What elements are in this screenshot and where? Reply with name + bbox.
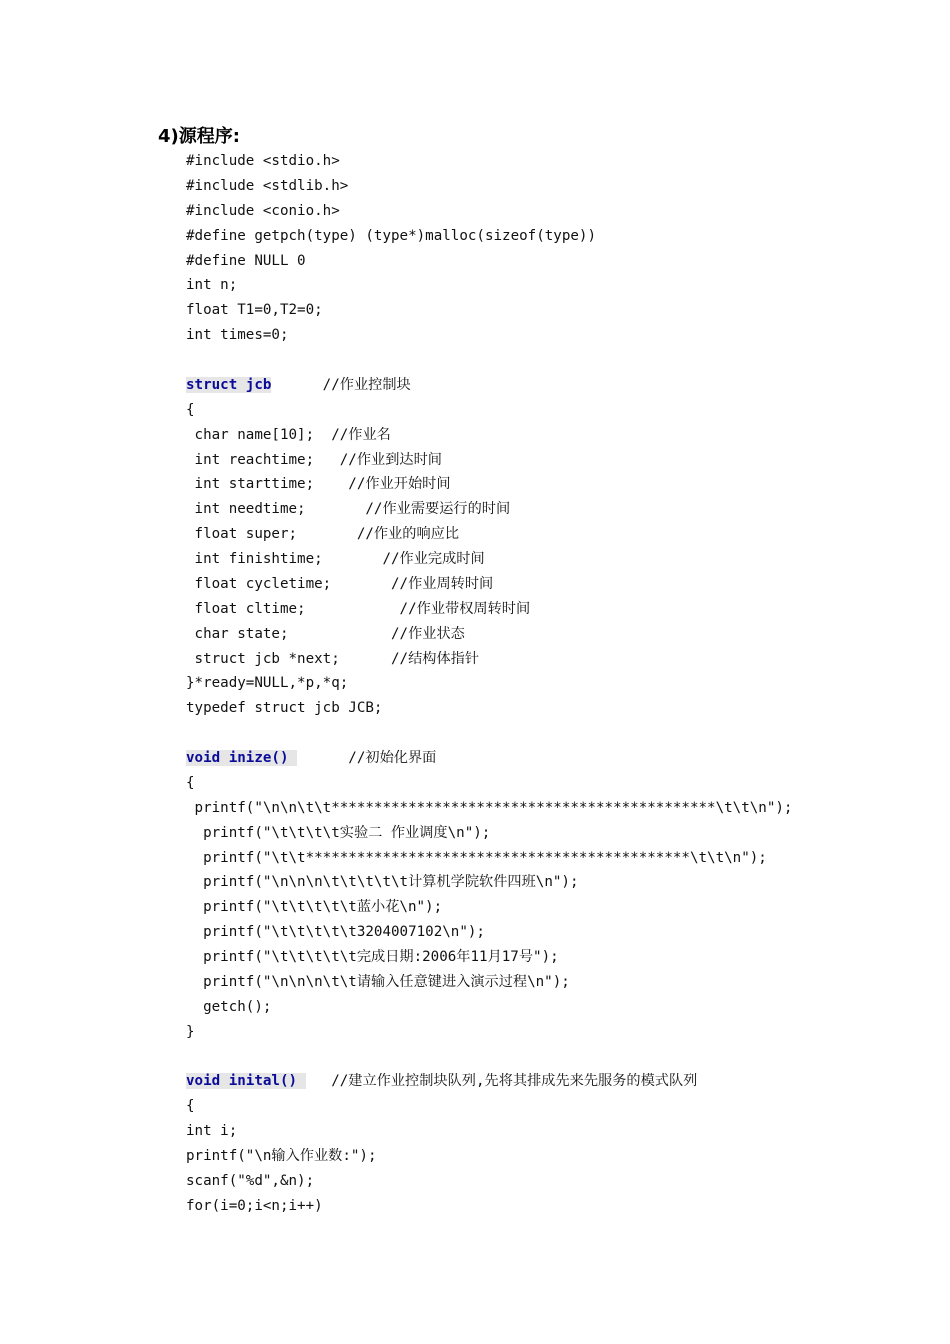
code-text: printf("\t\t\t\t\t蓝小花\n"); bbox=[203, 899, 443, 916]
code-text: for(i=0;i<n;i++) bbox=[186, 1197, 323, 1214]
code-line bbox=[186, 721, 926, 746]
code-indent bbox=[186, 800, 195, 816]
highlighted-declaration: void inital() bbox=[186, 1073, 306, 1090]
code-line bbox=[186, 821, 926, 846]
code-line bbox=[186, 771, 926, 796]
code-indent bbox=[186, 526, 195, 542]
code-text: float T1=0,T2=0; bbox=[186, 302, 323, 319]
code-line bbox=[186, 348, 926, 373]
code-line bbox=[186, 920, 926, 945]
code-indent bbox=[186, 501, 195, 517]
code-line bbox=[186, 1194, 926, 1219]
code-text: struct jcb *next; //结构体指针 bbox=[194, 650, 480, 667]
code-line bbox=[186, 895, 926, 920]
highlighted-declaration: struct jcb bbox=[186, 376, 272, 393]
code-text: char name[10]; //作业名 bbox=[194, 426, 391, 443]
code-text: #include <stdio.h> bbox=[186, 153, 340, 169]
code-text: //建立作业控制块队列,先将其排成先来先服务的模式队列 bbox=[305, 1073, 698, 1090]
code-indent bbox=[186, 427, 195, 443]
code-line bbox=[186, 522, 926, 547]
code-indent bbox=[186, 551, 195, 567]
code-indent bbox=[186, 825, 203, 841]
code-text: } bbox=[186, 1023, 195, 1040]
code-line bbox=[186, 149, 926, 174]
code-text: #define getpch(type) (type*)malloc(sizeof(type)) bbox=[186, 227, 596, 244]
code-text: { bbox=[186, 774, 195, 791]
code-line bbox=[186, 1020, 926, 1045]
code-line bbox=[186, 622, 926, 647]
code-line bbox=[186, 671, 926, 696]
code-text: int reachtime; //作业到达时间 bbox=[194, 451, 442, 468]
code-indent bbox=[186, 974, 203, 990]
source-code-block bbox=[186, 149, 926, 1219]
code-text: printf("\t\t*********************************************\t\t\n"); bbox=[203, 849, 767, 866]
code-line bbox=[186, 298, 926, 323]
code-text: printf("\n\n\n\t\t\t\t\t计算机学院软件四班\n"); bbox=[203, 874, 579, 891]
highlighted-declaration: void inize() bbox=[186, 750, 298, 766]
code-line bbox=[186, 323, 926, 348]
code-line bbox=[186, 995, 926, 1020]
code-text: printf("\n输入作业数:"); bbox=[186, 1148, 377, 1164]
code-line bbox=[186, 796, 926, 821]
code-text: //作业控制块 bbox=[271, 376, 411, 393]
code-line bbox=[186, 647, 926, 672]
code-line bbox=[186, 373, 926, 398]
code-indent bbox=[186, 924, 203, 940]
code-indent bbox=[186, 850, 203, 866]
code-line bbox=[186, 398, 926, 423]
code-indent bbox=[186, 899, 203, 915]
code-line bbox=[186, 547, 926, 572]
code-line bbox=[186, 572, 926, 597]
code-text: { bbox=[186, 1098, 195, 1115]
section-heading: 4)源程序: bbox=[158, 126, 240, 147]
code-text: float super; //作业的响应比 bbox=[194, 526, 460, 543]
code-text: printf("\t\t\t\t\t完成日期:2006年11月17号"); bbox=[203, 949, 559, 965]
code-line bbox=[186, 1069, 926, 1094]
code-line bbox=[186, 1169, 926, 1194]
code-text: int times=0; bbox=[186, 327, 289, 344]
code-text: int needtime; //作业需要运行的时间 bbox=[194, 501, 511, 518]
code-text: }*ready=NULL,*p,*q; bbox=[186, 675, 349, 692]
code-line bbox=[186, 1094, 926, 1119]
code-line bbox=[186, 224, 926, 249]
code-indent bbox=[186, 601, 195, 617]
code-line bbox=[186, 846, 926, 871]
code-line bbox=[186, 423, 926, 448]
code-line bbox=[186, 273, 926, 298]
code-text: float cltime; //作业带权周转时间 bbox=[194, 600, 531, 617]
code-text: float cycletime; //作业周转时间 bbox=[194, 575, 494, 592]
code-line bbox=[186, 199, 926, 224]
code-indent bbox=[186, 874, 203, 890]
code-text: int finishtime; //作业完成时间 bbox=[194, 551, 485, 567]
code-text: int i; bbox=[186, 1123, 238, 1140]
code-text: printf("\t\t\t\t\t3204007102\n"); bbox=[203, 924, 485, 941]
code-line bbox=[186, 1119, 926, 1144]
code-indent bbox=[186, 949, 203, 965]
code-text: int n; bbox=[186, 277, 238, 294]
code-text: printf("\n\n\t\t*********************************************\t\t\n"); bbox=[194, 799, 793, 816]
code-text: scanf("%d",&n); bbox=[186, 1172, 315, 1189]
code-line bbox=[186, 597, 926, 622]
code-indent bbox=[186, 999, 203, 1015]
code-text: { bbox=[186, 401, 195, 418]
code-text: char state; //作业状态 bbox=[194, 625, 465, 642]
code-line bbox=[186, 448, 926, 473]
code-line bbox=[186, 249, 926, 274]
code-text: #include <stdlib.h> bbox=[186, 177, 349, 194]
code-text: getch(); bbox=[203, 998, 272, 1015]
code-line bbox=[186, 746, 926, 771]
code-line bbox=[186, 970, 926, 995]
code-line bbox=[186, 1045, 926, 1070]
code-indent bbox=[186, 576, 195, 592]
code-text: //初始化界面 bbox=[297, 750, 437, 766]
code-indent bbox=[186, 651, 195, 667]
code-line bbox=[186, 174, 926, 199]
code-text: #define NULL 0 bbox=[186, 252, 306, 269]
code-indent bbox=[186, 476, 195, 492]
code-text: int starttime; //作业开始时间 bbox=[194, 476, 451, 493]
code-text: typedef struct jcb JCB; bbox=[186, 700, 383, 717]
code-text: printf("\n\n\n\t\t请输入任意键进入演示过程\n"); bbox=[203, 973, 570, 990]
code-line bbox=[186, 1144, 926, 1169]
code-line bbox=[186, 945, 926, 970]
code-indent bbox=[186, 452, 195, 468]
code-line bbox=[186, 497, 926, 522]
code-text: #include <conio.h> bbox=[186, 202, 340, 219]
code-line bbox=[186, 870, 926, 895]
code-line bbox=[186, 696, 926, 721]
code-text: printf("\t\t\t\t实验二 作业调度\n"); bbox=[203, 824, 491, 841]
code-indent bbox=[186, 626, 195, 642]
code-line bbox=[186, 472, 926, 497]
